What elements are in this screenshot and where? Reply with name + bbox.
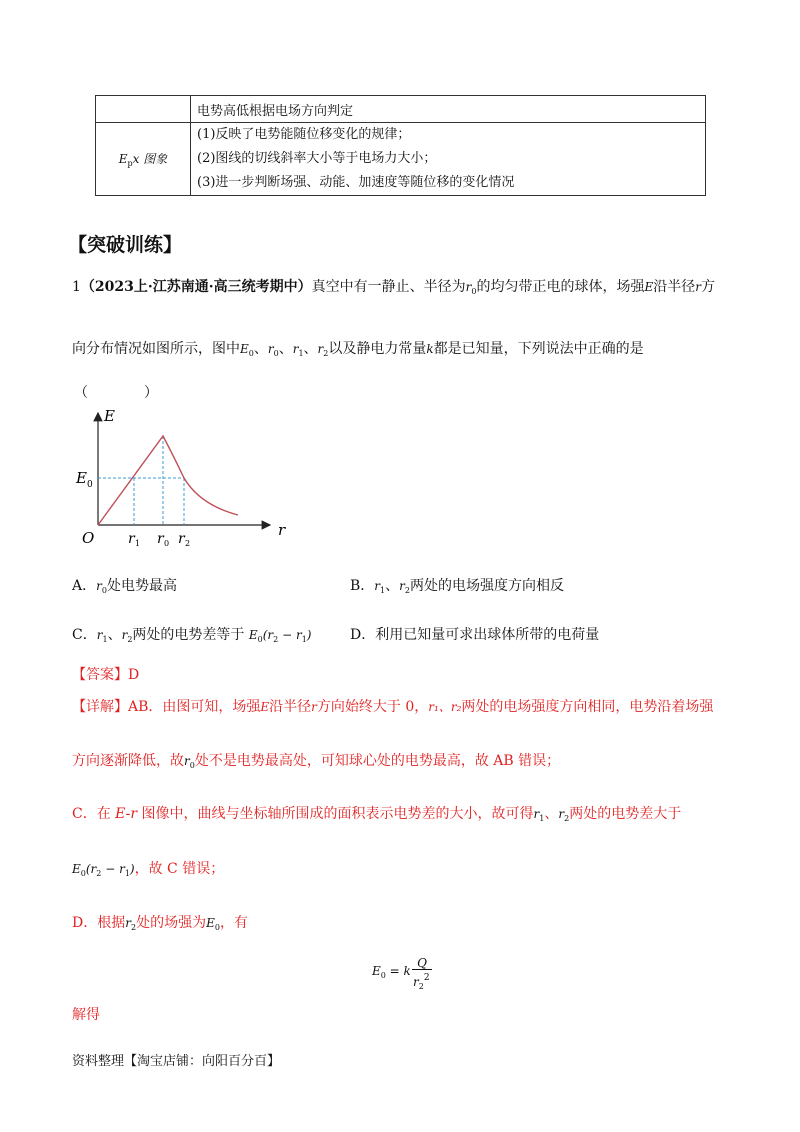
answer-paren: （ ） bbox=[74, 385, 158, 401]
answer-label: 【答案】 bbox=[72, 667, 128, 683]
option-a: A．$r_0$处电势最高 bbox=[72, 578, 177, 595]
e0-label: E bbox=[76, 469, 87, 487]
r1-sub: 1 bbox=[135, 539, 141, 548]
answer-value: D bbox=[128, 667, 140, 683]
table-cell-empty bbox=[96, 96, 191, 123]
option-d: D．利用已知量可求出球体所带的电荷量 bbox=[350, 627, 600, 643]
r0-label: r bbox=[157, 531, 164, 547]
question-line-2: 向分布情况如图所示，图中$E_0$、$r_0$、$r_1$、$r_2$以及静电力常量k都是已知量，下列说法中正确的是 bbox=[72, 341, 644, 358]
table-row bbox=[96, 96, 706, 123]
table-cell-text: 电势高低根据电场方向判定 bbox=[191, 96, 706, 123]
detail-line-3: C．在 E-r 图像中，曲线与坐标轴所围成的面积表示电势差的大小，故可得$r_1$、$r_2$两处的电势差大于 bbox=[72, 806, 682, 823]
list-item: (3)进一步判断场强、动能、加速度等随位移的变化情况 bbox=[197, 175, 515, 190]
detail-line-5: D．根据$r_2$处的场强为$E_0$，有 bbox=[72, 915, 248, 932]
footer-text: 资料整理【淘宝店铺：向阳百分百】 bbox=[72, 1054, 281, 1069]
option-c: C．$r_1$、$r_2$两处的电势差等于 $E_0(r_2 - r_1)$ bbox=[72, 627, 312, 644]
r2-label: r bbox=[178, 531, 185, 547]
r2-sub: 2 bbox=[185, 539, 191, 548]
e-r-graph bbox=[70, 405, 300, 555]
question-source: （2023上·江苏南通·高三统考期中） bbox=[80, 279, 312, 295]
r1-label: r bbox=[128, 531, 135, 547]
y-axis-label: E bbox=[104, 407, 115, 425]
detail-line-1: 【详解】AB．由图可知，场强E沿半径r方向始终大于 0，r₁、r₂两处的电场强度方向相同，电势沿着场强 bbox=[72, 699, 714, 715]
detail-line-4: $E_0(r_2 - r_1)$，故 C 错误； bbox=[72, 861, 225, 878]
solve-label: 解得 bbox=[72, 1007, 100, 1023]
e0-sub: 0 bbox=[87, 480, 93, 490]
concept-table bbox=[95, 95, 706, 196]
table-row bbox=[96, 123, 706, 196]
field-curve bbox=[98, 436, 238, 525]
table-cell-label: $E_px$ 图象 bbox=[96, 123, 191, 196]
r0-sub: 0 bbox=[164, 539, 170, 548]
question-line-1: 1（2023上·江苏南通·高三统考期中）真空中有一静止、半径为$r_0$的均匀带正电的球体，场强E沿半径r方 bbox=[72, 279, 715, 296]
origin-label: O bbox=[82, 529, 95, 547]
table-cell-list bbox=[191, 123, 706, 196]
list-item: (2)图线的切线斜率大小等于电场力大小； bbox=[197, 151, 437, 166]
list-item: (1)反映了电势能随位移变化的规律； bbox=[197, 127, 411, 142]
option-b: B．$r_1$、$r_2$两处的电场强度方向相反 bbox=[350, 578, 564, 595]
detail-line-2: 方向逐渐降低，故$r_0$处不是电势最高处，可知球心处的电势最高，故 AB 错误； bbox=[72, 753, 561, 770]
section-title: 【突破训练】 bbox=[68, 234, 183, 256]
x-axis-label: r bbox=[278, 521, 286, 539]
question-number: 1 bbox=[72, 279, 81, 295]
answer bbox=[72, 664, 139, 684]
